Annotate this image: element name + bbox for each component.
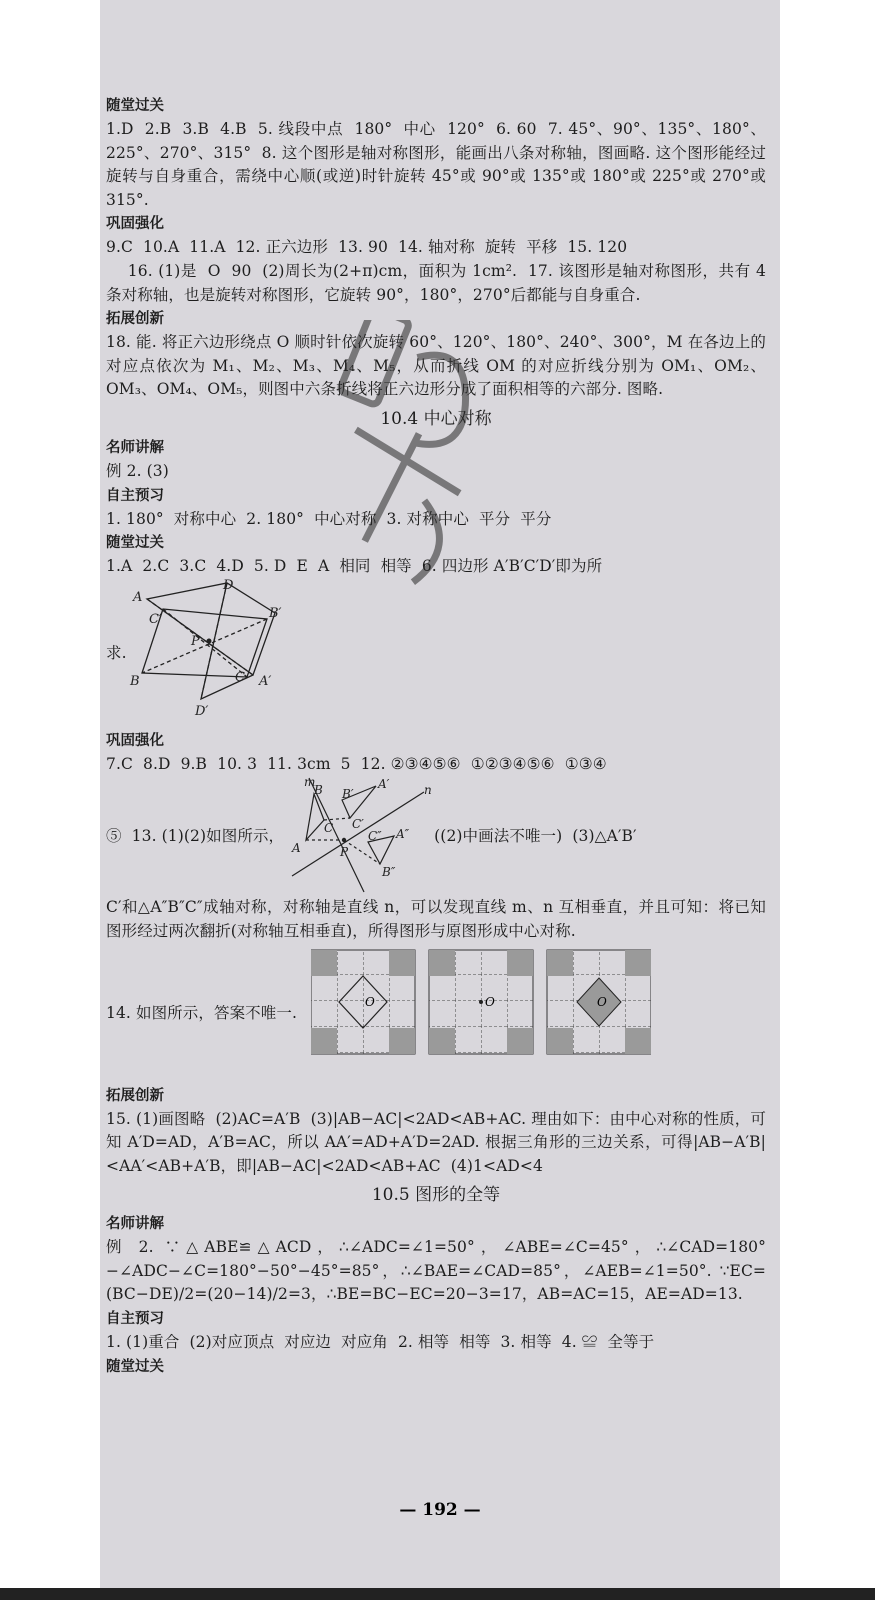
text-tuozhan-1: 18. 能. 将正六边形绕点 O 顺时针依次旋转 60°、120°、180°、240°、300°，M 在各边上的对应点依次为 M₁、M₂、M₃、M₄、M₅，从而折线 OM 的对应折线分别为 OM₁、OM₂、OM₃、OM₄、OM₅，则图中六条折线将正六边形分成了面积相等的六部分. 图略. xyxy=(106,333,766,399)
grid-figures xyxy=(311,948,651,1080)
text-suitang-1: 1.D 2.B 3.B 4.B 5. 线段中点 180° 中心 120° 6. 60 7. 45°、90°、135°、180°、225°、270°、315° 8. 这个图形是轴对称图形，能画出八条对称轴，图画略. 这个图形能经过旋转与自身重合，需绕中心顺(或逆)时针旋转 45°或 90°或 135°或 180°或 225°或 270°或 315°. xyxy=(106,120,772,209)
section-title-10-5: 10.5 图形的全等 xyxy=(371,1185,501,1206)
label-P-2: P xyxy=(340,845,349,860)
figure-row-quad xyxy=(106,579,766,729)
content xyxy=(106,94,772,1379)
text-suitang-2: 1.A 2.C 3.C 4.D 5. D E A 相同 相等 6. 四边形 A′B′C′D′即为所 xyxy=(106,557,603,576)
label-D: D xyxy=(222,578,234,593)
heading-zizhu-2: 自主预习 xyxy=(106,487,164,504)
label-C2: C″ xyxy=(368,829,382,844)
label-B2: B″ xyxy=(382,865,396,880)
right-margin xyxy=(780,0,875,1600)
label-A1-2: A′ xyxy=(378,777,390,792)
text-gonggu-row-left: ⑤ 13. (1)(2)如图所示， xyxy=(106,826,285,845)
heading-mingshi-3: 名师讲解 xyxy=(106,1216,164,1233)
label-m: m xyxy=(304,776,316,790)
heading-gonggu-1: 巩固强化 xyxy=(106,216,164,233)
label-A1: A′ xyxy=(258,673,271,689)
label-O-3: O xyxy=(597,994,607,1009)
heading-mingshi-2: 名师讲解 xyxy=(106,439,164,456)
text-q14: 14. 如图所示，答案不唯一. xyxy=(106,1003,298,1022)
label-B1: B′ xyxy=(268,605,282,621)
figure-row-reflection xyxy=(106,776,766,896)
text-gonggu-row-right: ((2)中画法不唯一) (3)△A′B′ xyxy=(434,826,637,845)
page-number: — 192 — xyxy=(399,1500,481,1520)
text-mingshi-3: 例 2. ∵△ABE≌△ACD，∴∠ADC=∠1=50°，∠ABE=∠C=45°，∴∠CAD=180°−∠ADC−∠C=180°−50°−45°=85°，∴∠BAE=∠CAD=85°，∠AEB=∠1=50°. ∵EC=(BC−DE)/2=(20−14)/2=3，∴BE=BC−EC=20−3=17，AB=AC=15，AE=AD=13. xyxy=(106,1238,766,1304)
label-B1-2: B′ xyxy=(342,787,354,802)
label-A: A xyxy=(132,589,143,605)
left-margin xyxy=(0,0,100,1600)
text-zizhu-3: 1. (1)重合 (2)对应顶点 对应边 对应角 2. 相等 相等 3. 相等 4. ≌ 全等于 xyxy=(106,1333,655,1352)
heading-zizhu-3: 自主预习 xyxy=(106,1311,164,1328)
label-C1-2: C′ xyxy=(352,817,365,832)
heading-tuozhan-1: 拓展创新 xyxy=(106,311,164,328)
heading-suitang-3: 随堂过关 xyxy=(106,1358,164,1375)
label-D1: D′ xyxy=(194,703,209,719)
bottom-edge xyxy=(0,1588,875,1600)
text-gonggu-2: 7.C 8.D 9.B 10. 3 11. 3cm 5 12. ②③④⑤⑥ ①②③④⑤⑥ ①③④ xyxy=(106,754,607,773)
label-C1: C′ xyxy=(148,611,162,627)
heading-suitang-1: 随堂过关 xyxy=(106,98,164,114)
label-B: B xyxy=(129,673,140,689)
label-A2: A″ xyxy=(396,827,410,842)
document-page xyxy=(100,0,780,1600)
label-O-1: O xyxy=(365,994,375,1009)
text-zizhu-2: 1. 180° 对称中心 2. 180° 中心对称 3. 对称中心 平分 平分 xyxy=(106,509,552,528)
section-title-10-4: 10.4 中心对称 xyxy=(380,408,492,429)
quadrilateral-figure xyxy=(127,579,297,729)
text-gonggu-1: 9.C 10.A 11.A 12. 正六边形 13. 90 14. 轴对称 旋转 平移 15. 120 16. (1)是 O 90 (2)周长为(2+π)cm，面积为 1cm². 17. 该图形是轴对称图形，共有 4 条对称轴，也是旋转对称图形，它旋转 90°，180°，270°后都能与自身重合. xyxy=(106,238,766,304)
heading-suitang-2: 随堂过关 xyxy=(106,535,164,552)
text-tuozhan-2: 15. (1)画图略 (2)AC=A′B (3)|AB−AC|<2AD<AB+AC. 理由如下：由中心对称的性质，可知 A′D=AD，A′B=AC，所以 AA′=AD+A′D=2AD. 根据三角形的三边关系，可得|AB−A′B|<AA′<AB+A′B，即|AB−AC|<2AD<AB+AC (4)1<AD<4 xyxy=(106,1109,766,1175)
label-P: P xyxy=(190,633,200,649)
label-O-2: O xyxy=(485,994,495,1009)
label-A-2: A xyxy=(292,841,301,856)
text-suitang-2-tail: 求. xyxy=(106,643,127,662)
label-B-2: B xyxy=(314,783,323,798)
figure-row-grids xyxy=(106,948,766,1080)
heading-tuozhan-2: 拓展创新 xyxy=(106,1087,164,1104)
label-n: n xyxy=(424,783,432,798)
reflection-figure xyxy=(284,776,434,896)
label-C: C xyxy=(234,669,245,685)
heading-gonggu-2: 巩固强化 xyxy=(106,732,164,749)
text-mingshi-2: 例 2. (3) xyxy=(106,461,169,480)
label-C-2: C xyxy=(324,821,334,836)
text-gonggu-2b: C′和△A″B″C″成轴对称，对称轴是直线 n，可以发现直线 m、n 互相垂直，并且可知：将已知图形经过两次翻折(对称轴互相垂直)，所得图形与原图形成中心对称. xyxy=(106,898,766,940)
